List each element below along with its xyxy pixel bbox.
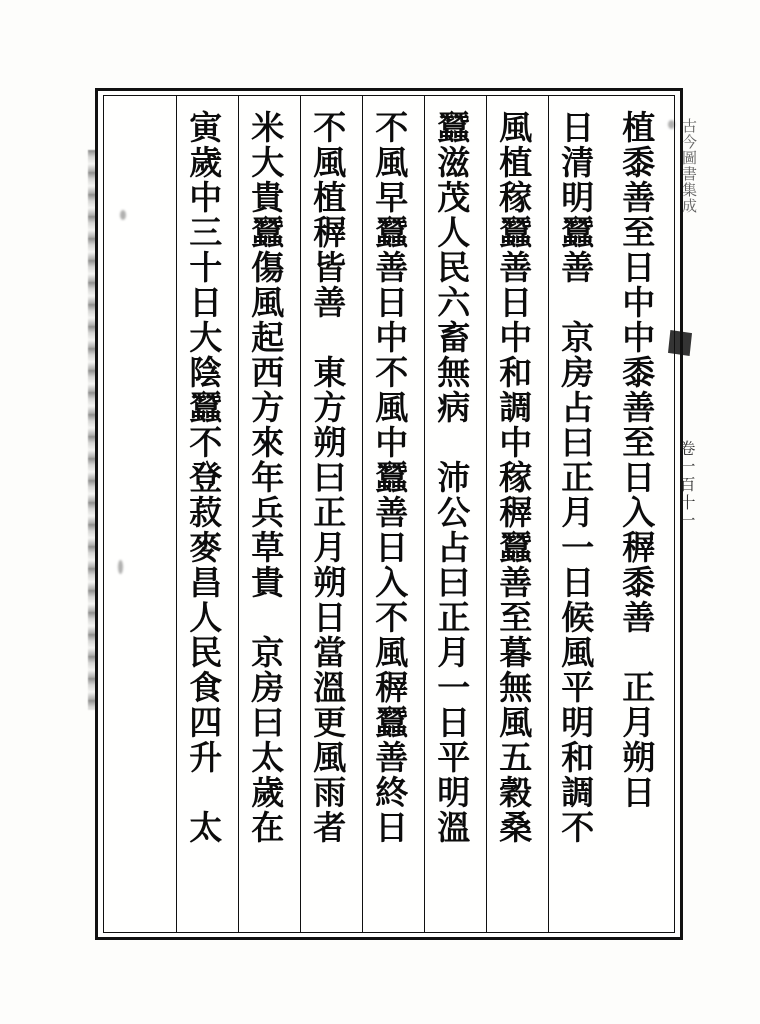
ink-blot: [118, 560, 123, 574]
running-header-text: 古今圖書集成: [680, 118, 698, 214]
text-column: [548, 96, 610, 932]
column-text: 風植稼蠶善日中和調中稼稺蠶善至暮無風五穀桑: [494, 110, 534, 845]
text-column: [238, 96, 300, 932]
text-column: [362, 96, 424, 932]
volume-label: 卷一百十一: [677, 440, 696, 530]
ink-blot: [668, 120, 675, 129]
column-text: 日清明蠶善 京房占曰正月一日候風平明和調不: [556, 110, 596, 845]
column-text: 寅歲中三十日大陰蠶不登菽麥昌人民食四升 太: [184, 110, 224, 845]
text-column: [486, 96, 548, 932]
ink-mark-icon: [668, 330, 692, 356]
ink-blot: [120, 210, 126, 220]
text-column: [424, 96, 486, 932]
column-text: 植黍善至日中中黍善至日入稺黍善 正月朔日: [617, 110, 657, 810]
column-text: 不風植稺皆善 東方朔曰正月朔日當溫更風雨者: [308, 110, 348, 845]
column-text: 蠶滋茂人民六畜無病 沛公占曰正月一日平明溫: [432, 110, 472, 845]
fold-dash-mark: [680, 770, 682, 794]
text-column: [610, 96, 672, 932]
column-text: 不風早蠶善日中不風中蠶善日入不風稺蠶善終日: [370, 110, 410, 845]
text-columns: [112, 96, 672, 932]
text-column: [176, 96, 238, 932]
column-text: 米大貴蠶傷風起西方來年兵草貴 京房曰太歲在: [246, 110, 286, 845]
text-column: [300, 96, 362, 932]
